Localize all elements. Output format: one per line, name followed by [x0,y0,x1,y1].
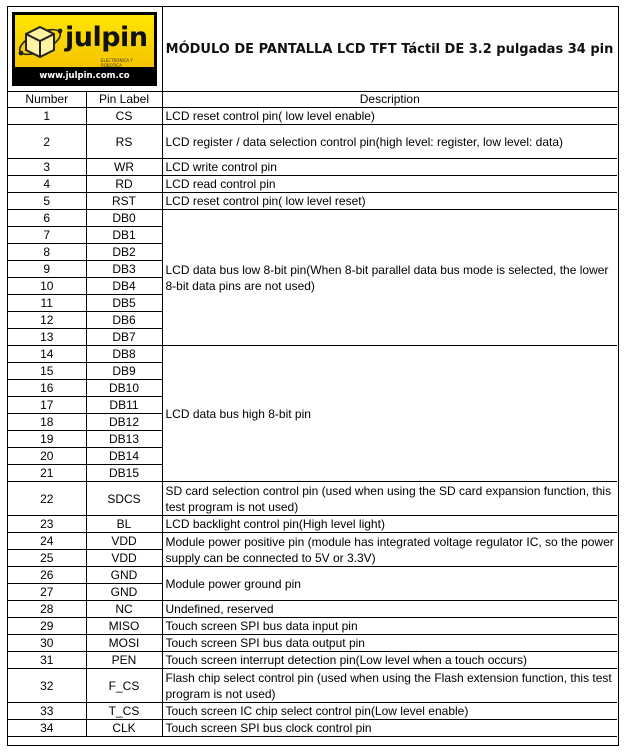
pin-label: DB1 [86,227,162,244]
table-row [8,720,617,737]
table-row [8,703,617,720]
pin-number: 21 [8,465,86,482]
pin-label: GND [86,567,162,584]
table-row [8,533,617,550]
pin-label: DB5 [86,295,162,312]
pin-label: DB2 [86,244,162,261]
logo-wordmark: julpin [65,22,148,53]
pin-label: DB11 [86,397,162,414]
table-row [8,346,617,363]
pin-description: LCD data bus low 8-bit pin(When 8-bit parallel data bus mode is selected, the lower 8-bit data pins are not used) [162,210,617,346]
pin-label: VDD [86,533,162,550]
pin-description: SD card selection control pin (used when using the SD card expansion function, this test program is not used) [162,482,617,516]
pin-number: 18 [8,414,86,431]
julpin-logo [12,12,157,86]
pin-label: DB9 [86,363,162,380]
pin-label: RST [86,193,162,210]
pin-description: Module power positive pin (module has integrated voltage regulator IC, so the power supply can be connected to 5V or 3.3V) [162,533,617,567]
pin-label: F_CS [86,669,162,703]
pin-number: 27 [8,584,86,601]
pin-description: Flash chip select control pin (used when using the Flash extension function, this test program is not used) [162,669,617,703]
pin-number: 5 [8,193,86,210]
pin-number: 32 [8,669,86,703]
pin-label: CLK [86,720,162,737]
table-row [8,601,617,618]
pinout-sheet [7,6,619,746]
pin-label: PEN [86,652,162,669]
table-row [8,635,617,652]
pin-number: 28 [8,601,86,618]
pin-description: Touch screen interrupt detection pin(Low level when a touch occurs) [162,652,617,669]
pin-label: VDD [86,550,162,567]
header [8,7,618,92]
pin-number: 30 [8,635,86,652]
pin-description: Touch screen SPI bus clock control pin [162,720,617,737]
pin-description: Undefined, reserved [162,601,617,618]
pin-number: 24 [8,533,86,550]
pin-number: 23 [8,516,86,533]
pin-description: LCD register / data selection control pin(high level: register, low level: data) [162,125,617,159]
table-row [8,669,617,703]
pin-label: DB15 [86,465,162,482]
pin-number: 17 [8,397,86,414]
pin-number: 10 [8,278,86,295]
pin-number: 9 [8,261,86,278]
pin-label: DB7 [86,329,162,346]
pin-number: 4 [8,176,86,193]
pin-number: 2 [8,125,86,159]
pin-label: RS [86,125,162,159]
pin-label: NC [86,601,162,618]
column-header-description: Description [162,91,617,108]
table-header-row [8,91,617,108]
pin-number: 19 [8,431,86,448]
pin-number: 15 [8,363,86,380]
pin-label: DB13 [86,431,162,448]
pin-description: LCD write control pin [162,159,617,176]
table-row [8,108,617,125]
logo-url: www.julpin.com.co [39,71,130,81]
pin-label: GND [86,584,162,601]
pin-label: DB12 [86,414,162,431]
pin-number: 11 [8,295,86,312]
table-row [8,193,617,210]
table-row [8,652,617,669]
pin-table [8,91,617,737]
pin-number: 31 [8,652,86,669]
pin-description: Touch screen SPI bus data input pin [162,618,617,635]
table-row [8,482,617,516]
pin-number: 3 [8,159,86,176]
pin-number: 6 [8,210,86,227]
table-row [8,159,617,176]
pin-label: MOSI [86,635,162,652]
pin-number: 33 [8,703,86,720]
pin-label: CS [86,108,162,125]
pin-label: T_CS [86,703,162,720]
pin-description: Module power ground pin [162,567,617,601]
pin-number: 29 [8,618,86,635]
pin-number: 8 [8,244,86,261]
column-header-number: Number [8,91,86,108]
table-row [8,125,617,159]
logo-tagline: ELECTRONICA Y ROBOTICA [101,58,133,68]
pin-label: WR [86,159,162,176]
table-row [8,567,617,584]
pin-number: 13 [8,329,86,346]
pin-label: DB0 [86,210,162,227]
pin-number: 7 [8,227,86,244]
table-row [8,516,617,533]
logo-cell [8,7,163,91]
pin-label: RD [86,176,162,193]
column-header-pin-label: Pin Label [86,91,162,108]
pin-label: DB3 [86,261,162,278]
pin-number: 1 [8,108,86,125]
table-row [8,176,617,193]
document-title: MÓDULO DE PANTALLA LCD TFT Táctil DE 3.2 pulgadas 34 pin [165,41,614,57]
pin-label: DB8 [86,346,162,363]
logo-badge [15,15,154,67]
pin-label: DB14 [86,448,162,465]
pin-description: LCD read control pin [162,176,617,193]
pin-number: 14 [8,346,86,363]
pin-description: Touch screen IC chip select control pin(Low level enable) [162,703,617,720]
pin-number: 22 [8,482,86,516]
cube-atom-icon [16,15,66,67]
pin-label: DB4 [86,278,162,295]
pin-label: MISO [86,618,162,635]
pin-label: BL [86,516,162,533]
pin-description: Touch screen SPI bus data output pin [162,635,617,652]
pin-number: 34 [8,720,86,737]
pin-label: DB10 [86,380,162,397]
table-row [8,210,617,227]
pin-number: 12 [8,312,86,329]
pin-description: LCD data bus high 8-bit pin [162,346,617,482]
table-row [8,618,617,635]
pin-label: DB6 [86,312,162,329]
pin-number: 16 [8,380,86,397]
pin-number: 26 [8,567,86,584]
pin-description: LCD reset control pin( low level enable) [162,108,617,125]
pin-description: LCD backlight control pin(High level light) [162,516,617,533]
pin-number: 25 [8,550,86,567]
pin-label: SDCS [86,482,162,516]
pin-number: 20 [8,448,86,465]
pin-description: LCD reset control pin( low level reset) [162,193,617,210]
